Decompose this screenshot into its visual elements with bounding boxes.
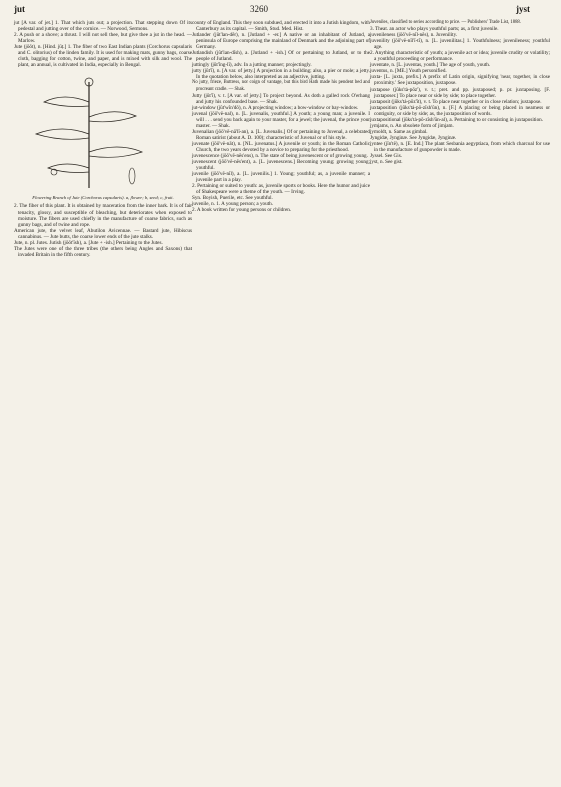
entry: juttingly (jŭt'ĭng-lĭ), adv. In a jutting manner; projectingly. [192, 62, 312, 69]
entry: 3. Theat. an actor who plays youthful parts; as, a first juvenile. [370, 26, 499, 33]
quotation: Juveniles, classified to series according to price. — Publishers' Trade List, 1888. [370, 20, 521, 25]
column-right [370, 20, 550, 165]
entry: jut-window (jŭt'wĭn'dō), n. A projecting window; a bow-window or bay-window. [192, 104, 359, 111]
entry: juvenal (jōō'vē-nal), n. [L. juvenalis, youthful.] A youth; a young man; a juvenile. I will . . . send you back again to your master, for a jewel; the juvenal, the prince your master. — Shak. [192, 110, 370, 129]
entry: Juvenalian (jōō'vē-nā'lĭ-an), a. [L. Juvenalis.] Of or pertaining to Juvenal, a celebrated Roman satirist (about A. D. 100); characteristic of Juvenal or of his style. [192, 128, 370, 141]
page-number: 3260 [250, 4, 268, 14]
entry: 2. The fiber of this plant. It is obtained by maceration from the inner bark. It is of fair tenacity, glossy, and susceptible of bleaching, but deteriorates when exposed to moisture. The fibers are used chiefly in the manufacture of coarse fabrics, such as gunny bags, and of twine and rope. [14, 203, 192, 228]
entry: juvenility (jōō'vē-nĭl'ĭ-tĭ), n. [L. juvenilitas.] 1. Youthfulness; juvenileness; youthful age. [370, 38, 550, 51]
entry: juvenile, n. 1. A young person; a youth. [192, 201, 273, 208]
entry: juventus, n. [ME.] Youth personified. [370, 68, 447, 75]
entry: jymjams, n. An obsolete form of jimjam. [370, 122, 454, 129]
jute-illustration [14, 72, 164, 190]
entry: juxtapose (jŭks'tȧ-pōz'), v. t.; pret. and pp. juxtaposed; p. pr. juxtaposing. [F. juxtaposer.] To place near or side by side; to place together. [370, 86, 550, 99]
entry: jyntee (jĭn'tē), n. [E. Ind.] The plant Sesbania aegyptiaca, from which charcoal for use in the manufacture of gunpowder is made. [370, 140, 550, 153]
entry: jutty (jŭt'ĭ), n. [A var. of jetty.] A projection in a building; also, a pier or mole; a jetty. In the quotation below, also interpreted as an adjective, jutting. [192, 68, 370, 81]
entry: Jyngidæ, Jynginæ. See Jyngidæ, Jynginæ. [370, 134, 457, 141]
entry: 2. A book written for young persons or children. [192, 207, 292, 214]
entry: 2. Pertaining or suited to youth: as, juvenile sports or books. Here the humor and juice of Shakespeare were a theme of the youth. — Irving. [192, 183, 370, 196]
page-header [0, 4, 561, 18]
entry: juxta- [L. juxta, prefix.] A prefix of Latin origin, signifying 'near, together, in close proximity.' See juxtaposition, juxtapose. [370, 74, 550, 87]
entry: The Jutes were one of the three tribes (the others being Angles and Saxons) that invaded Britain in the fifth century. [14, 245, 192, 258]
entry: juxtaposition (jŭks'tȧ-pō-zĭsh'ŭn), n. [F.] A placing or being placed in nearness or contiguity, or side by side; as, the juxtaposition of words. [370, 104, 550, 117]
entry: Syn. Boyish, Puerile, etc. See youthful. [192, 195, 273, 202]
entry: Jutlander (jŭt'lan-dẽr), n. [Jutland + -er.] A native or an inhabitant of Jutland, a peninsula of Europe comprising the mainland of Denmark and the adjoining part of Germany. [192, 32, 370, 51]
entry: juvenileness (jōō'vē-nĭl-nĕs), n. Juvenility. [370, 32, 458, 39]
entry: juvenescence (jōō'vē-nĕs'ens), n. The state of being juvenescent or of growing young. [192, 153, 368, 160]
entry: Jyssel. See Gis. [370, 153, 402, 160]
entry: jyst, n. See gist. [370, 159, 403, 166]
entry: juvenile (jōō'vē-nĭl), a. [L. juvenilis.] 1. Young; youthful; as, a juvenile manner; a juvenile part in a play. [192, 171, 370, 184]
entry: 2. Anything characteristic of youth; a juvenile act or idea; juvenile crudity or volatility; a youthful proceeding or performance. [370, 50, 550, 63]
entry: juxtaposit (jŭks'tȧ-pŏz'ĭt), v. t. To place near together or in close relation; juxtapose. [370, 98, 542, 105]
entry: Jute (jōōt), n. [Hind. jūṭ.] 1. The fiber of two East Indian plants (Corchorus capsularis and C. olitorius) of the linden family. It is used for making mats, gunny bags, coarse cloth, bagging for cotton, twine, and paper, and is mixed with silk and wool. The plant, an annual, is cultivated in India, especially in Bengal. [14, 44, 192, 69]
entry: 2. A push or a shove; a thrust. I will not sell thee, but give thee a jut in the head. — Marlow. [14, 32, 192, 45]
entry: juxtapositional (jŭks'tȧ-pō-zĭsh'ŭn-al), a. Pertaining to or consisting in juxtaposition. [370, 116, 544, 123]
left-guide-word: jut [14, 4, 25, 14]
entry: Jute, n. pl. Jutes. Jutish (jōōt'ĭsh), a. [Jute + -ish.] Pertaining to the Jutes. [14, 239, 163, 246]
column-left [14, 20, 192, 258]
entry: juvenescent (jōō'vē-nĕs'ent), a. [L. juvenescens.] Becoming young; growing young; youthful. [192, 159, 370, 172]
entry: juvenate (jōō'vē-nāt), n. [NL. juvenatus.] A juvenile or youth; in the Roman Catholic Church, the two years devoted by a novice to preparing for the priesthood. [192, 140, 370, 153]
entry: jymoldt, n. Same as gimbal. [370, 128, 428, 135]
entry: Jutlandish (jŭt'lan-dĭsh), a. [Jutland + -ish.] Of or pertaining to Jutland, or to the people of Jutland. [192, 50, 370, 63]
column-middle [192, 20, 370, 214]
right-guide-word: jyst [516, 4, 530, 14]
entry: county of England. This they soon subdued, and erected it into a Jutish kingdom, with Canterbury as its capital. — Smith, Stud. Med. Hist. [192, 20, 370, 33]
entry: Jutty (jŭt'ĭ), v. t. [A var. of jetty.] To project beyond. As doth a galled rock O'erhang and jutty his confounded base. — Shak. [192, 92, 370, 105]
entry: jut [A var. of jet.] 1. That which juts out; a projection. That stepping down Of its pedestal and jutting over of the cornice. — Norwood, Sermons. [14, 20, 192, 33]
quotation: No jutty, frieze, Buttress, nor coign of vantage, but this bird Hath made his pendent bed and procreant cradle. — Shak. [192, 80, 370, 92]
entry: juventate, n. [L. juventas, youth.] The age of youth, youth. [370, 62, 491, 69]
entry: American jute, the velvet leaf, Abutilon Avicennae. — Bastard jute, Hibiscus cannabinus. — Jute butts, the coarse lower ends of the jute stalks. [14, 227, 192, 240]
figure-caption: Flowering Branch of Jute (Corchorus capsularis). a, flower; b, seed; c, fruit. [32, 195, 174, 201]
